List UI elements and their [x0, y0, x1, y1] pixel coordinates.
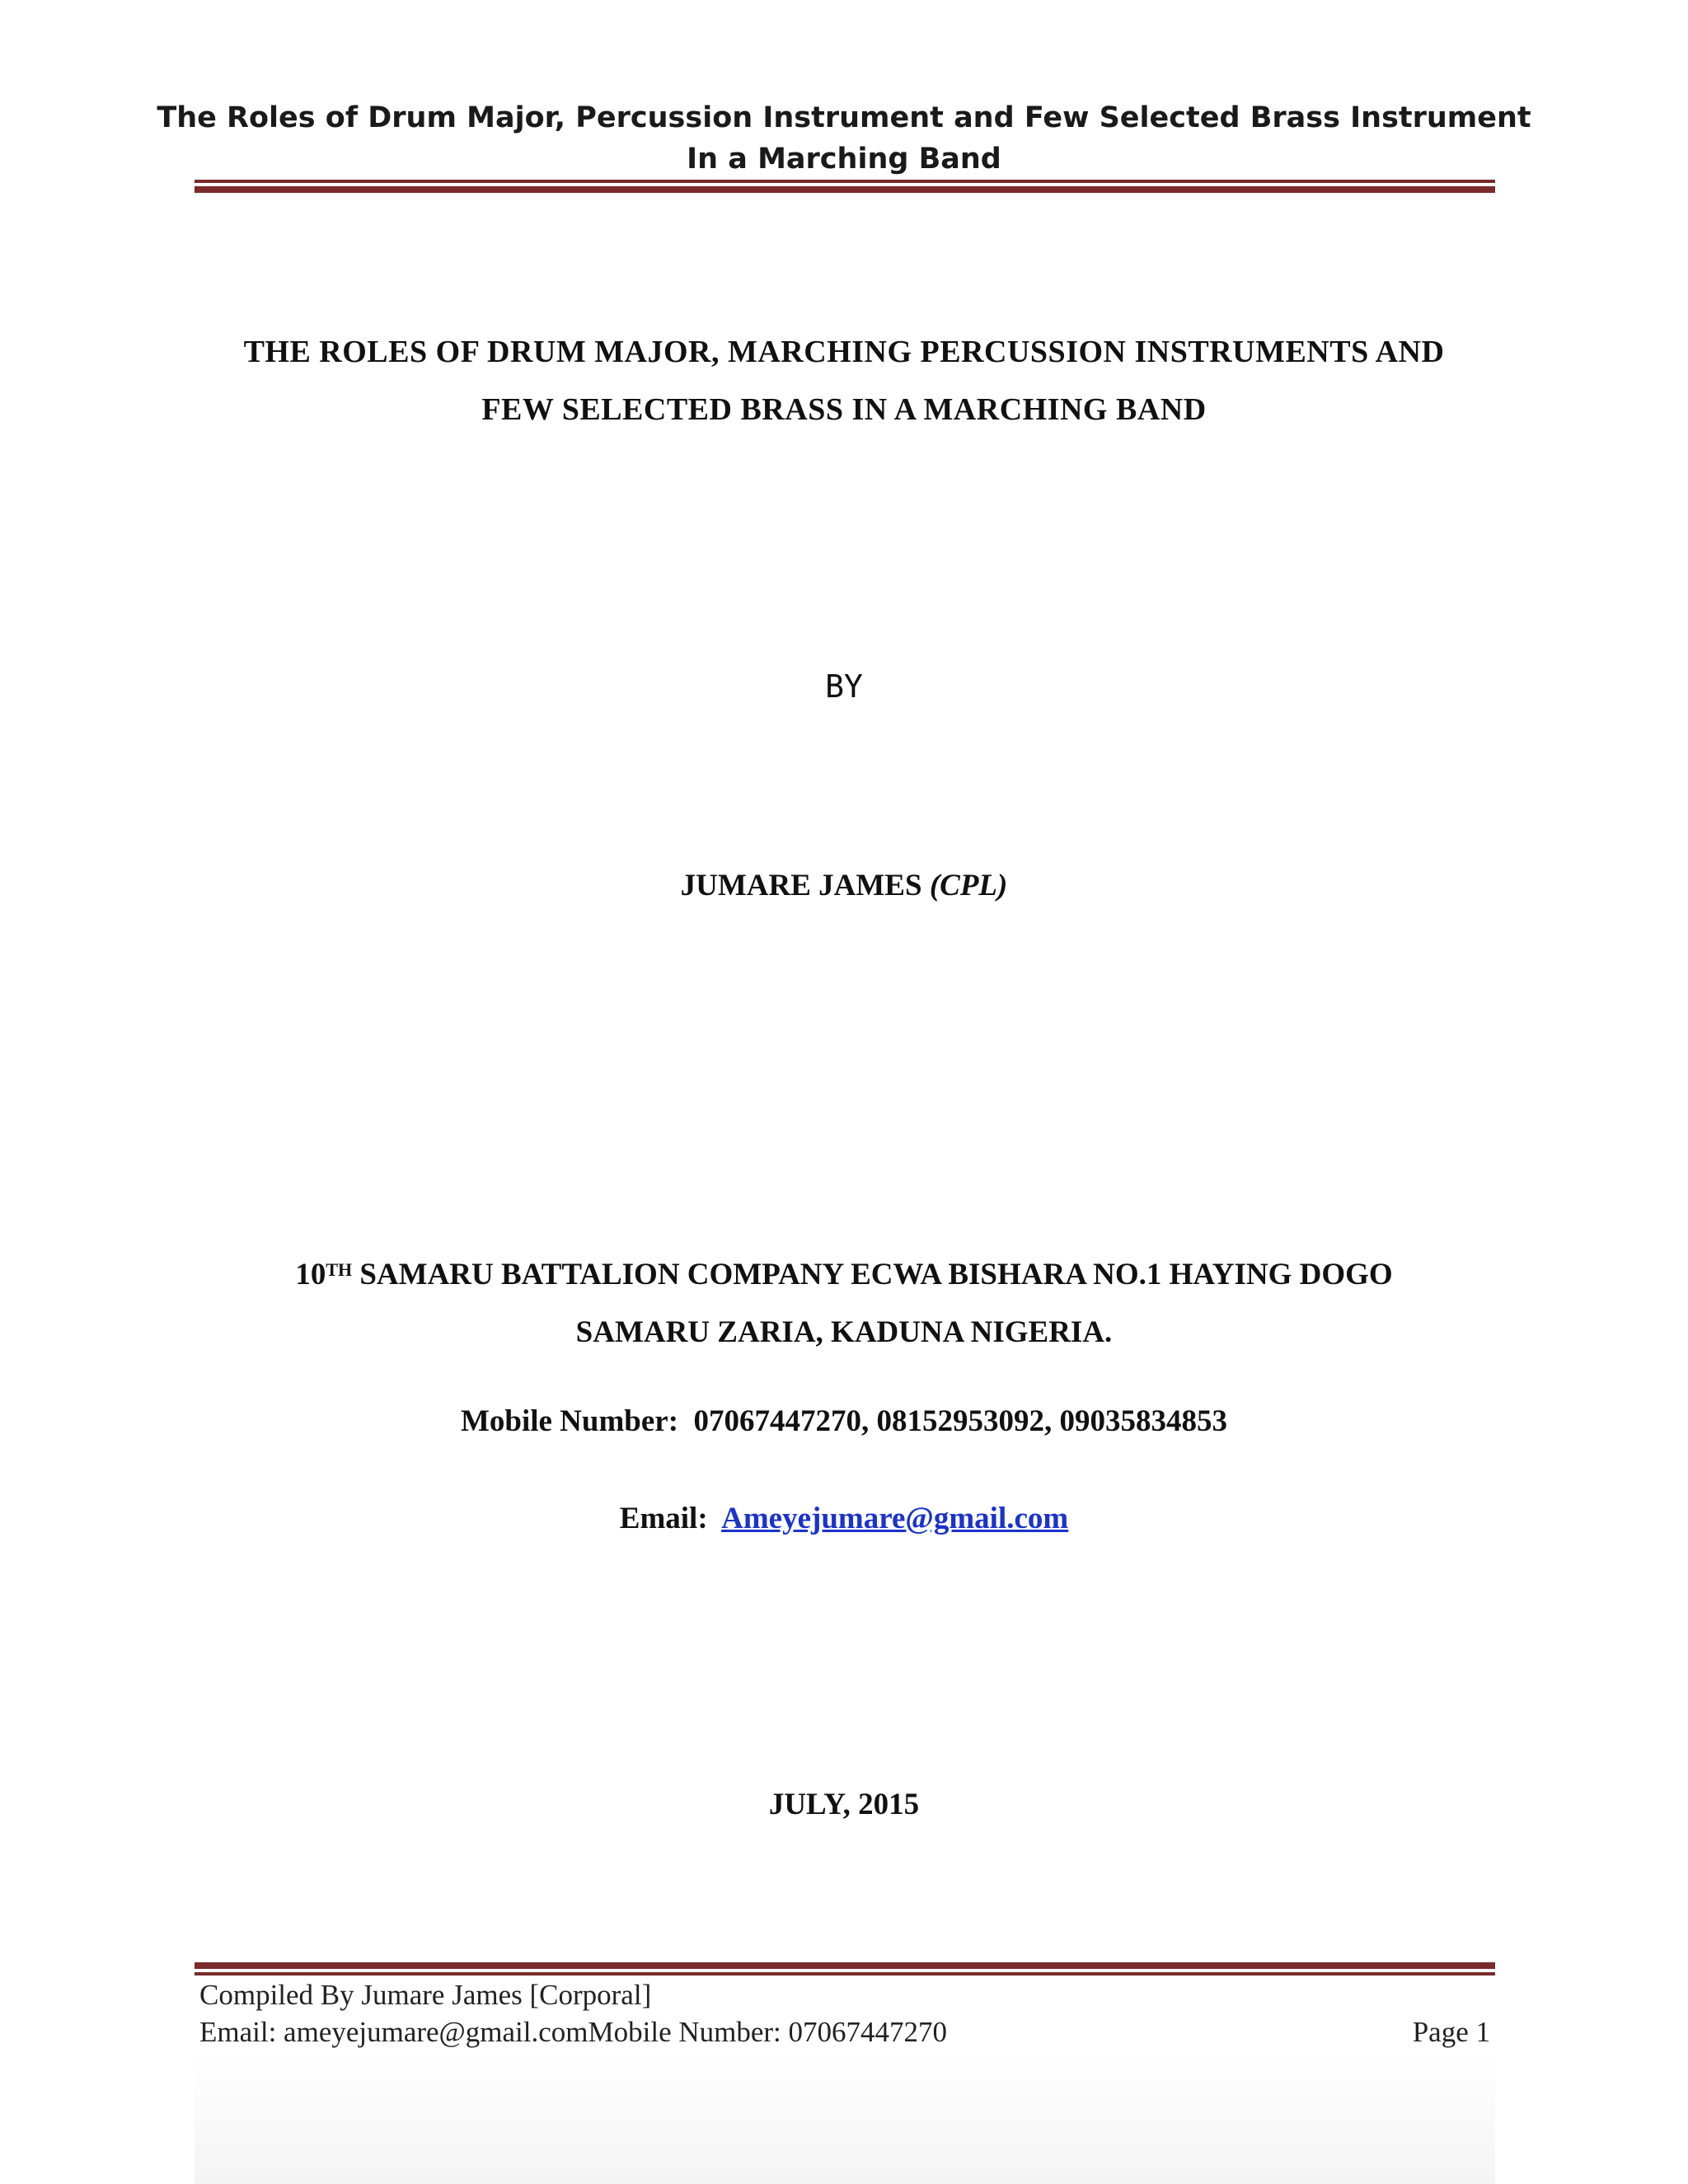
address-superscript: TH	[326, 1259, 353, 1280]
running-header-line1: The Roles of Drum Major, Percussion Instrument and Few Selected Brass Instrument	[157, 101, 1531, 134]
bottom-shade	[195, 2052, 1495, 2184]
email-link[interactable]: Ameyejumare@gmail.com	[721, 1502, 1069, 1535]
author-name: JUMARE JAMES	[680, 869, 922, 902]
footer-compiled-by: Compiled By Jumare James [Corporal]	[199, 1979, 652, 2011]
footer-rule-thick	[195, 1962, 1495, 1969]
header-rule-thin	[195, 180, 1495, 183]
footer-contact: Email: ameyejumare@gmail.comMobile Number: 07067447270	[199, 2016, 948, 2048]
address-line1-rest: SAMARU BATTALION COMPANY ECWA BISHARA NO.1 HAYING DOGO	[352, 1258, 1393, 1291]
document-title	[0, 323, 1688, 438]
address-line1	[0, 1246, 1688, 1304]
address-number: 10	[295, 1258, 326, 1291]
running-header	[0, 97, 1688, 180]
header-rule-thick	[195, 186, 1495, 193]
address-line2: SAMARU ZARIA, KADUNA NIGERIA.	[575, 1315, 1113, 1349]
running-header-line2: In a Marching Band	[687, 143, 1001, 176]
mobile-label: Mobile Number:	[460, 1404, 679, 1438]
page-number: Page 1	[1412, 2016, 1490, 2048]
mobile-value: 07067447270, 08152953092, 09035834853	[693, 1404, 1228, 1438]
title-line2: FEW SELECTED BRASS IN A MARCHING BAND	[481, 392, 1207, 427]
title-line1: THE ROLES OF DRUM MAJOR, MARCHING PERCUSSION INSTRUMENTS AND	[243, 335, 1445, 369]
author	[0, 865, 1688, 907]
date: JULY, 2015	[768, 1788, 920, 1821]
author-rank: (CPL)	[929, 869, 1008, 902]
email-label: Email:	[619, 1502, 708, 1535]
email	[0, 1498, 1688, 1540]
mobile-numbers	[0, 1401, 1688, 1442]
by-label: BY	[825, 668, 863, 705]
address	[0, 1246, 1688, 1361]
footer-rule-thin	[195, 1972, 1495, 1975]
